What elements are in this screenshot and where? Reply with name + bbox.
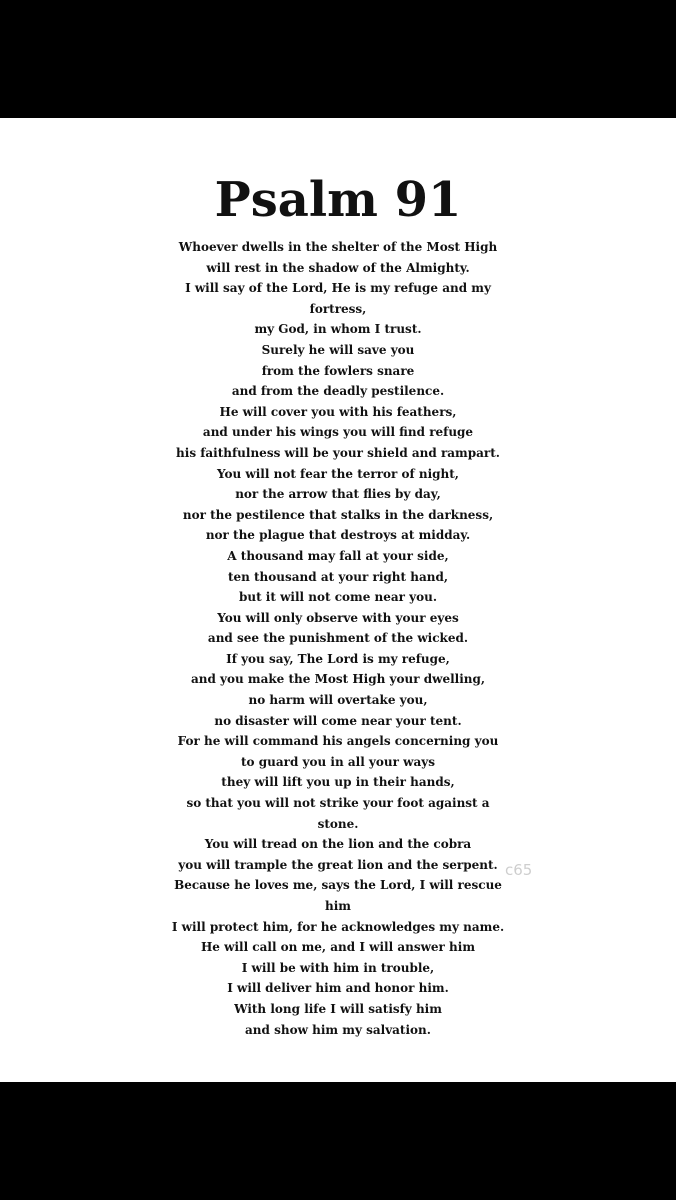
verse-line: fortress, (309, 301, 367, 316)
verse-line: You will tread on the lion and the cobra (204, 837, 472, 852)
verse-line: Because he loves me, says the Lord, I will rescue (174, 878, 502, 893)
verse-line: I will be with him in trouble, (241, 960, 435, 975)
verse-line: no harm will overtake you, (248, 693, 428, 708)
verse-line: A thousand may fall at your side, (227, 548, 449, 563)
verse-line: With long life I will satisfy him (234, 1001, 442, 1016)
verse-line: I will protect him, for he acknowledges my name. (171, 919, 505, 934)
verse-line: For he will command his angels concerning you (177, 734, 499, 749)
verse-line: his faithfulness will be your shield and rampart. (176, 445, 500, 460)
page-title: Psalm 91 (214, 172, 462, 228)
verse-line: him (325, 899, 351, 913)
verse-line: I will say of the Lord, He is my refuge and my (185, 281, 491, 296)
verse-line: so that you will not strike your foot against a (186, 796, 490, 811)
verse-line: Whoever dwells in the shelter of the Most High (178, 240, 498, 254)
verse-line: Surely he will save you (261, 342, 415, 357)
verse-line: He will cover you with his feathers, (219, 404, 457, 419)
psalm-card (0, 118, 676, 1082)
verse-line: I will deliver him and honor him. (227, 981, 449, 996)
verse-lines (0, 237, 676, 1040)
verse-line: and under his wings you will find refuge (202, 425, 474, 440)
verse-line: no disaster will come near your tent. (214, 713, 462, 728)
verse-line: from the fowlers snare (261, 363, 415, 378)
verse-line: you will trample the great lion and the serpent. (178, 857, 498, 872)
verse-line: my God, in whom I trust. (254, 322, 422, 337)
verse-line: but it will not come near you. (238, 590, 438, 605)
verse-line: nor the plague that destroys at midday. (205, 528, 471, 543)
verse-line: they will lift you up in their hands, (221, 775, 455, 790)
verse-line: to guard you in all your ways (241, 754, 435, 769)
verse-line: and see the punishment of the wicked. (207, 631, 469, 646)
verse-line: will rest in the shadow of the Almighty. (206, 260, 470, 275)
verse-line: ten thousand at your right hand, (227, 569, 449, 584)
watermark-text: c65 (505, 861, 533, 879)
verse-line: You will only observe with your eyes (217, 610, 459, 625)
verse-line: and you make the Most High your dwelling, (190, 672, 486, 687)
verse-line: and show him my salvation. (245, 1022, 431, 1037)
verse-line: You will not fear the terror of night, (216, 466, 459, 481)
verse-line: nor the arrow that flies by day, (235, 487, 441, 502)
verse-line: nor the pestilence that stalks in the darkness, (182, 507, 494, 522)
verse-line: He will call on me, and I will answer him (200, 940, 476, 955)
verse-line: If you say, The Lord is my refuge, (226, 651, 450, 666)
verse-line: stone. (317, 816, 359, 831)
verse-line: and from the deadly pestilence. (231, 384, 445, 399)
